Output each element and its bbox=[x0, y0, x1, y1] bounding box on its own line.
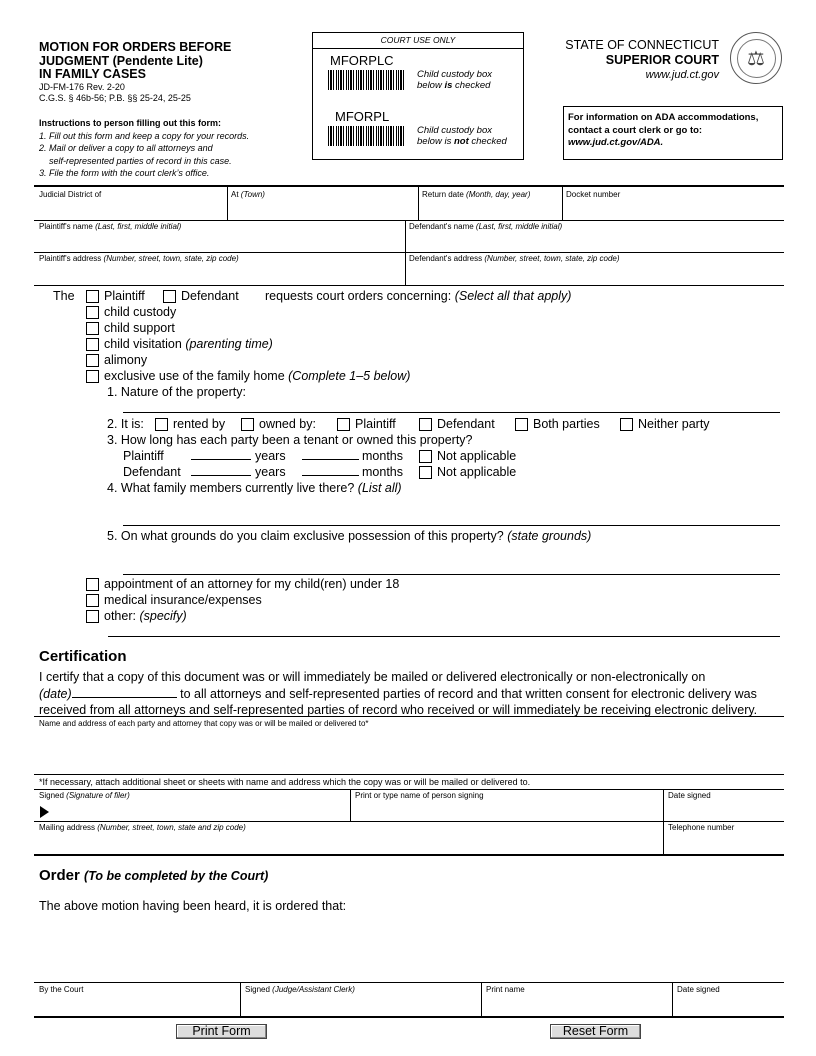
custody-checked-note: Child custody box below is checked bbox=[417, 69, 492, 91]
print-form-button[interactable]: Print Form bbox=[176, 1024, 267, 1039]
certification-heading: Certification bbox=[39, 648, 127, 665]
plaintiff-address-field[interactable]: Plaintiff's address (Number, street, town, state, zip code) bbox=[39, 254, 239, 263]
judicial-district-field[interactable]: Judicial District of bbox=[39, 190, 102, 199]
divider bbox=[34, 185, 784, 187]
the-label: The bbox=[53, 289, 75, 303]
plaintiff-checkbox[interactable] bbox=[86, 290, 99, 303]
property-plaintiff-checkbox[interactable] bbox=[337, 418, 350, 431]
order-print-name-field[interactable]: Print name bbox=[486, 985, 525, 994]
property-defendant-checkbox[interactable] bbox=[419, 418, 432, 431]
grounds-field[interactable] bbox=[123, 574, 780, 575]
code-mforplc: MFORPLC bbox=[330, 53, 394, 68]
exclusive-use-checkbox[interactable] bbox=[86, 370, 99, 383]
child-support-checkbox[interactable] bbox=[86, 322, 99, 335]
nature-of-property-field[interactable] bbox=[123, 412, 780, 413]
plaintiff-name-field[interactable]: Plaintiff's name (Last, first, middle initial) bbox=[39, 222, 182, 231]
plaintiff-years-field[interactable] bbox=[191, 449, 251, 460]
defendant-not-applicable-checkbox[interactable] bbox=[419, 466, 432, 479]
order-heading: Order (To be completed by the Court) bbox=[39, 867, 269, 884]
instructions-heading: Instructions to person filling out this form: bbox=[39, 118, 221, 128]
defendant-address-field[interactable]: Defendant's address (Number, street, town, state, zip code) bbox=[409, 254, 620, 263]
neither-party-checkbox[interactable] bbox=[620, 418, 633, 431]
divider bbox=[34, 220, 784, 221]
alimony-checkbox[interactable] bbox=[86, 354, 99, 367]
both-parties-checkbox[interactable] bbox=[515, 418, 528, 431]
family-members-field[interactable] bbox=[123, 525, 780, 526]
rented-by-checkbox[interactable] bbox=[155, 418, 168, 431]
q1-nature-of-property: 1. Nature of the property: bbox=[107, 385, 246, 399]
by-the-court-field[interactable]: By the Court bbox=[39, 985, 84, 994]
child-custody-checkbox[interactable] bbox=[86, 306, 99, 319]
order-text: The above motion having been heard, it is ordered that: bbox=[39, 899, 347, 913]
docket-number-field[interactable]: Docket number bbox=[566, 190, 621, 199]
other-specify-field[interactable] bbox=[108, 636, 780, 637]
defendant-checkbox[interactable] bbox=[163, 290, 176, 303]
instructions: Instructions to person filling out this form: 1. Fill out this form and keep a copy for your records. 2. Mail or deliver a copy to all attorneys and self-represented parties of record in this case. 3. File the form with the court clerk’s office. bbox=[39, 118, 250, 179]
sign-here-arrow-icon bbox=[40, 806, 49, 818]
attorney-for-child-checkbox[interactable] bbox=[86, 578, 99, 591]
requests-text: requests court orders concerning: (Select all that apply) bbox=[265, 289, 572, 303]
return-date-field[interactable]: Return date (Month, day, year) bbox=[422, 190, 531, 199]
plaintiff-months-field[interactable] bbox=[302, 449, 359, 460]
child-visitation-checkbox[interactable] bbox=[86, 338, 99, 351]
custody-not-checked-note: Child custody box below is not checked bbox=[417, 125, 507, 147]
mailing-address-field[interactable]: Mailing address (Number, street, town, state and zip code) bbox=[39, 823, 246, 832]
name-address-field[interactable]: Name and address of each party and attorney that copy was or will be mailed or delivered to* bbox=[39, 719, 369, 728]
defendant-months-field[interactable] bbox=[302, 465, 359, 476]
court-use-heading: COURT USE ONLY bbox=[313, 33, 523, 49]
divider bbox=[34, 252, 784, 253]
medical-insurance-checkbox[interactable] bbox=[86, 594, 99, 607]
court-header: STATE OF CONNECTICUT SUPERIOR COURT www.jud.ct.gov bbox=[565, 38, 719, 81]
form-number: JD-FM-176 Rev. 2-20 C.G.S. § 46b-56; P.B. §§ 25-24, 25-25 bbox=[39, 82, 191, 103]
certification-date-field[interactable] bbox=[72, 686, 177, 698]
order-date-signed-field[interactable]: Date signed bbox=[677, 985, 720, 994]
telephone-field[interactable]: Telephone number bbox=[668, 823, 735, 832]
barcode-icon bbox=[328, 126, 406, 146]
footnote: *If necessary, attach additional sheet or sheets with name and address which the copy was or will be mailed or delivered to. bbox=[39, 777, 531, 787]
divider bbox=[34, 285, 784, 286]
plaintiff-not-applicable-checkbox[interactable] bbox=[419, 450, 432, 463]
signed-field[interactable]: Signed (Signature of filer) bbox=[39, 791, 130, 800]
form-title: MOTION FOR ORDERS BEFORE JUDGMENT (Pendente Lite) IN FAMILY CASES bbox=[39, 40, 232, 81]
defendant-years-field[interactable] bbox=[191, 465, 251, 476]
town-field[interactable]: At (Town) bbox=[231, 190, 265, 199]
judge-signed-field[interactable]: Signed (Judge/Assistant Clerk) bbox=[245, 985, 355, 994]
court-use-only-box bbox=[312, 32, 524, 160]
date-signed-field[interactable]: Date signed bbox=[668, 791, 711, 800]
ada-info-box: For information on ADA accommodations, contact a court clerk or go to: www.jud.ct.gov/ADA. bbox=[563, 106, 783, 160]
certification-text: I certify that a copy of this document was or will immediately be mailed or delivered electronically or non-electronically on (date) to all attorneys and self-represented parties of record and that written consent for electronic delivery was received from all attorneys and self-represented parties of record who received or will immediately be receiving electronic delivery. bbox=[39, 670, 758, 717]
reset-form-button[interactable]: Reset Form bbox=[550, 1024, 641, 1039]
state-seal-icon: ⚖ bbox=[730, 32, 782, 84]
owned-by-checkbox[interactable] bbox=[241, 418, 254, 431]
code-mforpl: MFORPL bbox=[335, 109, 390, 124]
defendant-name-field[interactable]: Defendant's name (Last, first, middle initial) bbox=[409, 222, 563, 231]
print-name-field[interactable]: Print or type name of person signing bbox=[355, 791, 484, 800]
other-checkbox[interactable] bbox=[86, 610, 99, 623]
barcode-icon bbox=[328, 70, 406, 90]
